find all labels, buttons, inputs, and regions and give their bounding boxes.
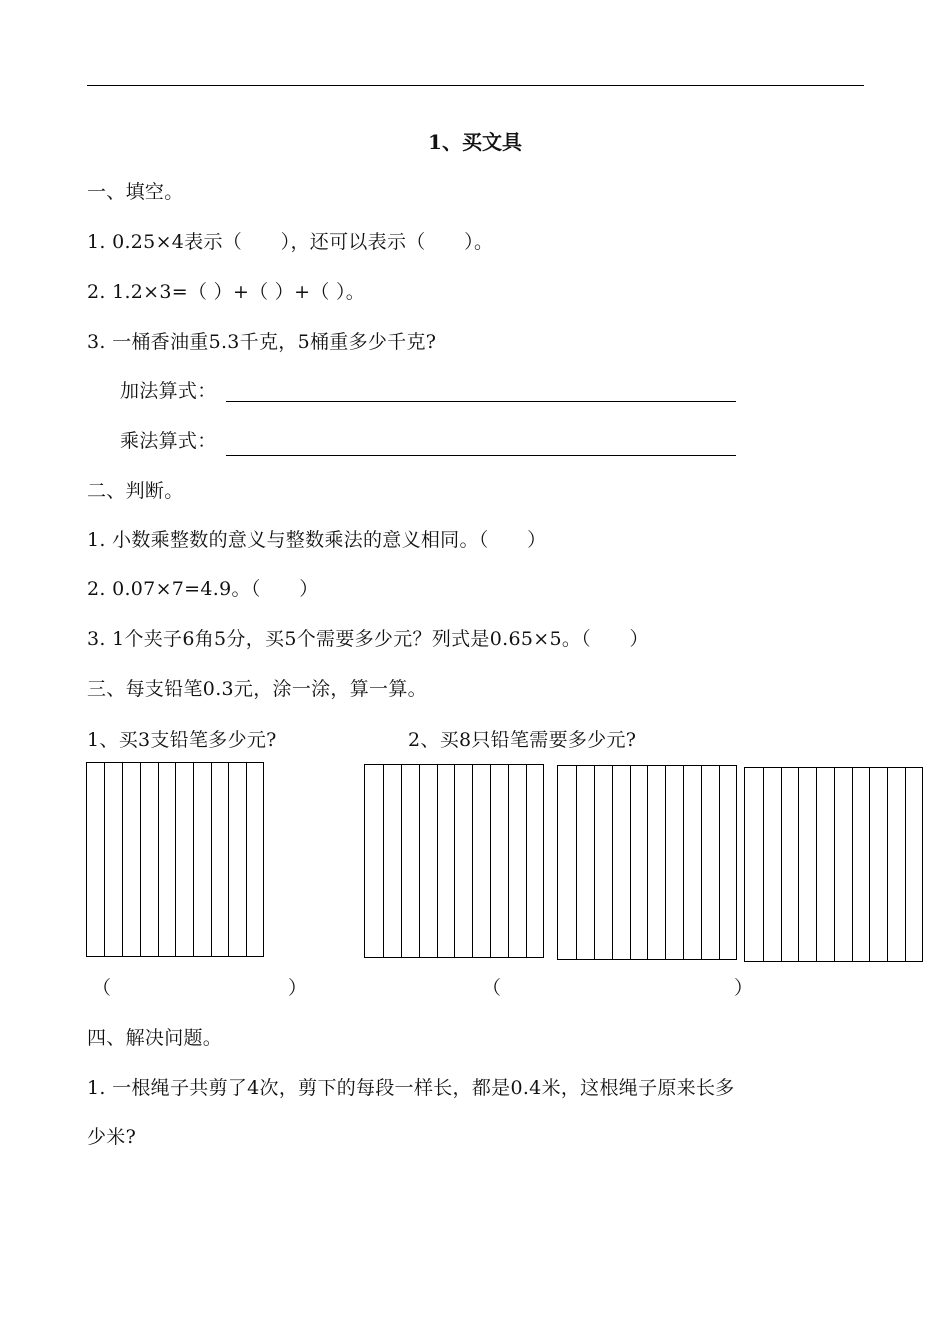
pencil-grid-1[interactable] [86, 762, 264, 957]
grid-col [887, 768, 888, 961]
section3-sub1: 1、买3支铅笔多少元? [87, 729, 277, 751]
grid-col [630, 766, 631, 959]
pencil-grid-3[interactable] [557, 765, 737, 960]
grid-col [383, 765, 384, 957]
grid-col [612, 766, 613, 959]
mul-formula-answer-line[interactable] [226, 455, 736, 456]
section2-q2: 2. 0.07×7=4.9。（ ） [87, 578, 319, 600]
pencil-grid-4[interactable] [744, 767, 923, 962]
grid-col [594, 766, 595, 959]
grid-col [647, 766, 648, 959]
section1-q3: 3. 一桶香油重5.3千克，5桶重多少千克? [87, 331, 437, 353]
header-rule [87, 85, 864, 86]
grid-col [490, 765, 491, 957]
grid-col [834, 768, 835, 961]
grid-col [228, 763, 229, 956]
grid-col [211, 763, 212, 956]
section1-q1: 1. 0.25×4表示（ ），还可以表示（ ）。 [87, 231, 494, 253]
page-title: 1、买文具 [428, 130, 522, 154]
section3-sub2: 2、买8只铅笔需要多少元? [408, 729, 637, 751]
add-formula-label: 加法算式： [120, 380, 217, 402]
grid-col [763, 768, 764, 961]
grid-col [246, 763, 247, 956]
grid-col [158, 763, 159, 956]
answer1-close-paren: ） [288, 977, 308, 999]
pencil-grid-2[interactable] [364, 764, 544, 958]
grid-col [576, 766, 577, 959]
answer2-open-paren: （ [482, 977, 502, 999]
grid-col [419, 765, 420, 957]
grid-col [401, 765, 402, 957]
section1-q2: 2. 1.2×3=（ ）+（ ）+（ ）。 [87, 281, 366, 303]
grid-col [140, 763, 141, 956]
add-formula-answer-line[interactable] [226, 401, 736, 402]
grid-col [781, 768, 782, 961]
grid-col [905, 768, 906, 961]
answer1-open-paren: （ [92, 977, 112, 999]
grid-col [701, 766, 702, 959]
grid-col [816, 768, 817, 961]
grid-col [104, 763, 105, 956]
grid-col [122, 763, 123, 956]
section2-q3: 3. 1个夹子6角5分，买5个需要多少元？列式是0.65×5。（ ） [87, 628, 649, 650]
grid-col [665, 766, 666, 959]
section4-heading: 四、解决问题。 [87, 1027, 223, 1049]
mul-formula-label: 乘法算式： [120, 430, 217, 452]
grid-col [869, 768, 870, 961]
grid-col [719, 766, 720, 959]
grid-col [454, 765, 455, 957]
grid-col [526, 765, 527, 957]
section2-heading: 二、判断。 [87, 480, 184, 502]
grid-col [175, 763, 176, 956]
section3-heading: 三、每支铅笔0.3元，涂一涂，算一算。 [87, 678, 427, 700]
grid-col [852, 768, 853, 961]
section1-heading: 一、填空。 [87, 181, 184, 203]
grid-col [683, 766, 684, 959]
grid-col [472, 765, 473, 957]
section4-q1-line2: 少米? [87, 1126, 137, 1148]
grid-col [437, 765, 438, 957]
grid-col [193, 763, 194, 956]
section2-q1: 1. 小数乘整数的意义与整数乘法的意义相同。（ ） [87, 529, 547, 551]
grid-col [508, 765, 509, 957]
grid-col [798, 768, 799, 961]
section4-q1-line1: 1. 一根绳子共剪了4次，剪下的每段一样长，都是0.4米，这根绳子原来长多 [87, 1077, 735, 1099]
answer2-close-paren: ） [734, 977, 754, 999]
